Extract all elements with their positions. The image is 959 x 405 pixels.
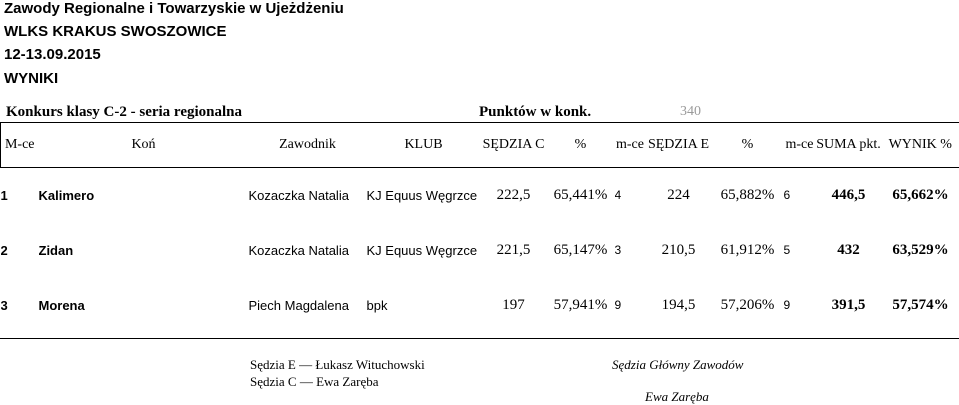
judge-e-pct-cell: 61,912%	[720, 241, 775, 258]
judge-c-score-cell: 197	[502, 296, 525, 313]
judge-c-pct-cell: 65,441%	[553, 186, 608, 203]
chief-judge-title: Sędzia Główny Zawodów	[612, 357, 744, 372]
header-club: KLUB	[367, 123, 481, 168]
judge-e-score-cell: 194,5	[661, 296, 696, 313]
club-cell: KJ Equus Węgrzce	[366, 242, 478, 258]
table-row	[1, 223, 959, 278]
table-row	[1, 278, 959, 333]
judge-c-rank-cell: 3	[614, 243, 622, 257]
rider-cell: Kozaczka Natalia	[248, 187, 349, 203]
judge-c-score-cell: 221,5	[496, 241, 531, 258]
points-label: Punktów w konk.	[479, 104, 592, 120]
header-rank-c: m-ce	[615, 123, 646, 168]
results-heading: WYNIKI	[4, 70, 59, 87]
class-title: Konkurs klasy C-2 - seria regionalna	[6, 104, 242, 120]
header-rider: Zawodnik	[249, 123, 367, 168]
points-value: 340	[680, 104, 701, 119]
header-sum: SUMA pkt.	[816, 123, 882, 168]
header-place: M-ce	[1, 123, 39, 168]
header-pct-c: %	[547, 123, 615, 168]
club-cell: KJ Equus Węgrzce	[366, 187, 478, 203]
rider-cell: Piech Magdalena	[248, 297, 349, 313]
judge-e-pct-cell: 57,206%	[720, 296, 775, 313]
header-horse: Koń	[39, 123, 249, 168]
horse-cell: Morena	[38, 297, 85, 313]
horse-cell: Zidan	[38, 242, 74, 258]
results-table	[0, 122, 959, 333]
judge-e-rank-cell: 5	[783, 243, 791, 257]
event-dates: 12-13.09.2015	[4, 46, 101, 63]
horse-cell: Kalimero	[38, 187, 95, 203]
judge-e-rank-cell: 6	[783, 188, 791, 203]
club-cell: bpk	[366, 297, 388, 313]
sum-cell: 432	[837, 241, 860, 258]
judge-c-rank-cell: 9	[614, 298, 622, 312]
result-cell: 57,574%	[892, 296, 949, 313]
table-row	[1, 168, 959, 223]
judge-c-score-cell: 222,5	[496, 186, 531, 203]
header-result: WYNIK %	[882, 123, 959, 168]
judge-c-rank-cell: 4	[614, 188, 622, 203]
header-judge-e: SĘDZIA E	[646, 123, 712, 168]
event-title: Zawody Regionalne i Towarzyskie w Ujeżdżeniu	[4, 0, 344, 17]
rider-cell: Kozaczka Natalia	[248, 242, 349, 258]
footer-divider	[0, 338, 959, 339]
place-cell: 1	[0, 187, 8, 203]
organizer-name: WLKS KRAKUS SWOSZOWICE	[4, 23, 227, 40]
result-cell: 65,662%	[892, 186, 949, 203]
place-cell: 2	[0, 242, 8, 258]
chief-judge-name: Ewa Zaręba	[645, 389, 709, 404]
judge-e-rank-cell: 9	[783, 298, 791, 312]
place-cell: 3	[0, 297, 8, 313]
judge-c-pct-cell: 65,147%	[553, 241, 608, 258]
result-cell: 63,529%	[892, 241, 949, 258]
header-judge-c: SĘDZIA C	[481, 123, 547, 168]
judge-c-signature: Sędzia C — Ewa Zaręba	[250, 374, 379, 389]
judge-e-score-cell: 210,5	[661, 241, 696, 258]
judge-e-pct-cell: 65,882%	[720, 186, 775, 203]
header-rank-e: m-ce	[784, 123, 816, 168]
sum-cell: 446,5	[831, 186, 866, 203]
judge-e-signature: Sędzia E — Łukasz Wituchowski	[250, 357, 425, 372]
table-header-row	[1, 123, 959, 168]
judge-c-pct-cell: 57,941%	[553, 296, 608, 313]
header-pct-e: %	[712, 123, 784, 168]
sum-cell: 391,5	[831, 296, 866, 313]
judge-e-score-cell: 224	[667, 186, 690, 203]
